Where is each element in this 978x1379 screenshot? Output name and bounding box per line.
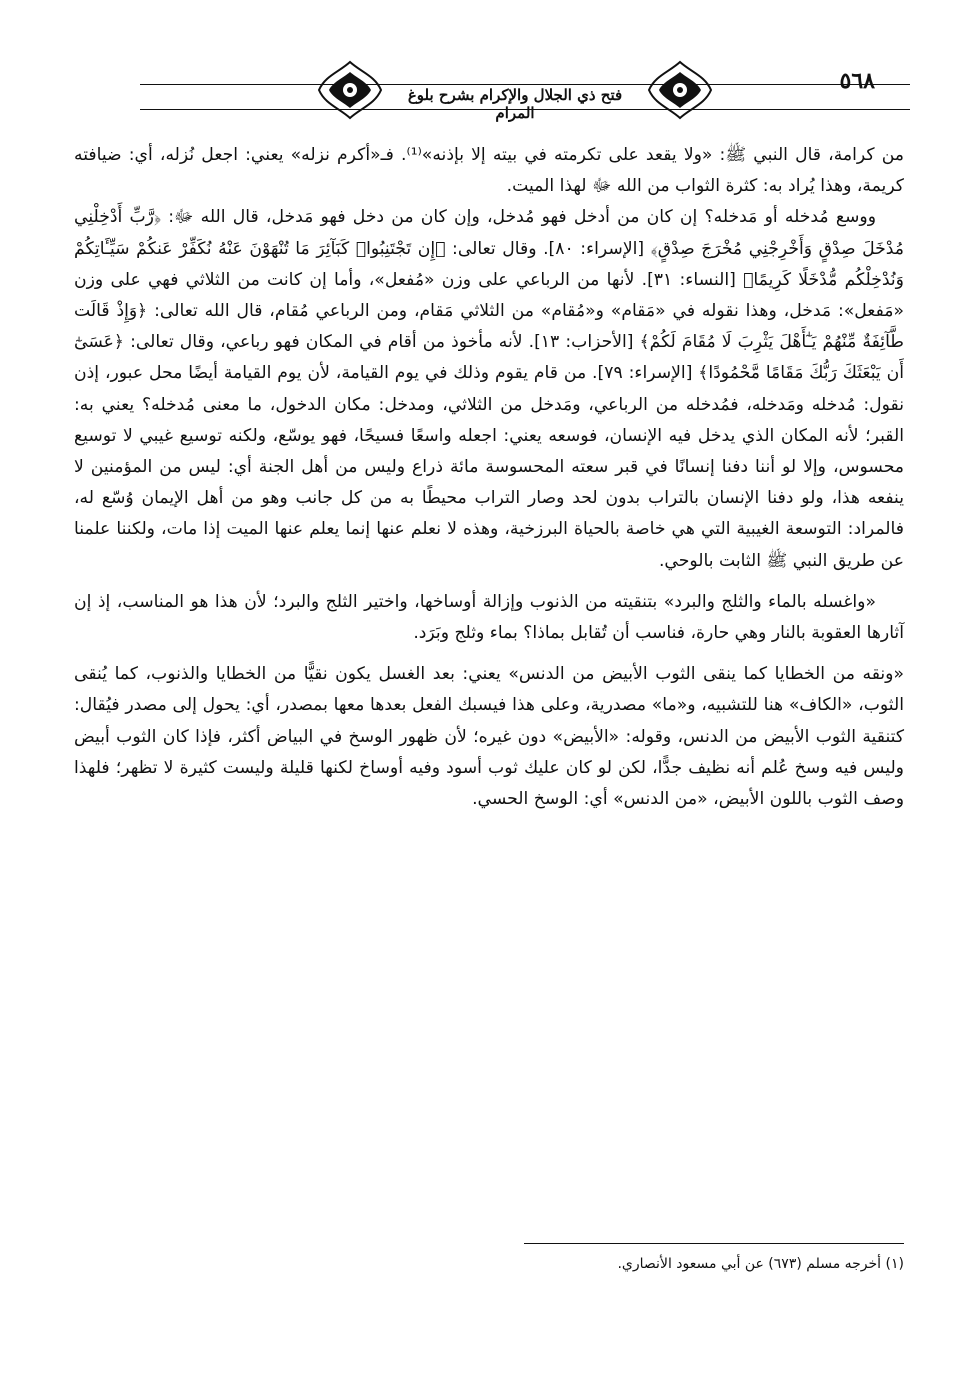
- main-text: [74, 140, 904, 815]
- footnote-divider: [524, 1243, 904, 1244]
- page-number: ٥٦٨: [839, 68, 875, 94]
- paragraph: من كرامة، قال النبي ﷺ: «ولا يقعد على تكرمته في بيته إلا بإذنه»⁽¹⁾. فـ«أكرم نزله» يعني: اجعل نُزله، أي: ضيافته كريمة، وهذا يُراد به: كثرة الثواب من الله ﷻ لهذا الميت.: [74, 145, 904, 197]
- floral-ornament-icon: [315, 58, 385, 122]
- running-title: فتح ذي الجلال والإكرام بشرح بلوغ المرام: [407, 86, 623, 122]
- paragraph: «ونقه من الخطايا كما ينقى الثوب الأبيض من الدنس» يعني: بعد الغسل يكون نقيًّا من الخطايا والذنوب، كما يُنقى الثوب، «الكاف» هنا للتشبيه، و«ما» مصدرية، وعلى هذا فيسبك الفعل بعدها معها بمصدر، أي: يحول إلى مصدر فيُقال: كتنقية الثوب الأبيض من الدنس، وقوله: «الأبيض» دون غيره؛ لأن ظهور الوسخ في البياض أكثر، فإذا كان الثوب أبيض وليس فيه وسخ عُلم أنه نظيف جدًّا، لكن لو كان عليك ثوب أسود وفيه أوساخ لكنها قليلة وليست كثيرة لا تظهر؛ فلهذا وصف الثوب باللون الأبيض، «من الدنس» أي: الوسخ الحسي.: [74, 664, 904, 810]
- header-rule-top: [140, 84, 910, 85]
- paragraph: ووسع مُدخله أو مَدخله؟ إن كان من أدخل فهو مُدخل، وإن كان من دخل فهو مَدخل، قال الله ﷻ: ﴿رَّبِّ أَدْخِلْنِي مُدْخَلَ صِدْقٍ وَأَخْرِجْنِي مُخْرَجَ صِدْقٍ﴾ [الإسراء: ٨٠]. وقال تعالى: ﴿إِن تَجْتَنِبُوا۟ كَبَآئِرَ مَا تُنْهَوْنَ عَنْهُ نُكَفِّرْ عَنكُمْ سَيِّـَٔاتِكُمْ وَنُدْخِلْكُم مُّدْخَلًا كَرِيمًا﴾ [النساء: ٣١]. لأنها من الرباعي على وزن «مُفعل»، وأما إن كانت من الثلاثي فهي على وزن «مَفعل»: مَدخل، وهذا نقوله في «مَقام» و«مُقام» من الثلاثي مَقام، ومن الرباعي مُقام، قال الله تعالى: ﴿وَإِذْ قَالَت طَّآئِفَةٌ مِّنْهُمْ يَـٰٓأَهْلَ يَثْرِبَ لَا مُقَامَ لَكُمْ﴾ [الأحزاب: ١٣]. لأنه مأخوذ من أقام في المكان فهو رباعي، وقال تعالى: ﴿عَسَىٰٓ أَن يَبْعَثَكَ رَبُّكَ مَقَامًا مَّحْمُودًا﴾ [الإسراء: ٧٩]. من قام يقوم وذلك في يوم القيامة، لأن يوم القيامة أيضًا محل عبور، إذن نقول: مُدخله ومَدخله، فمُدخله من الرباعي، ومَدخل من الثلاثي، ومدخل: مكان الدخول، ما معنى مُدخله؟ يعني به: القبر؛ لأنه المكان الذي يدخل فيه الإنسان، فوسعه يعني: اجعله واسعًا فسيحًا، فهو يوسّع، ولكنه توسيع غيبي لا توسيع محسوس، وإلا لو أننا دفنا إنسانًا في قبر سعته المحسوسة مائة ذراع وليس من أهل الجنة أي: ليس من المؤمنين لا ينفعه هذا، ولو دفنا الإنسان بالتراب بدون لحد وصار التراب محيطًا به من كل جانب وهو من أهل الإيمان وُسّع له، فالمراد: التوسعة الغيبية التي هي خاصة بالحياة البرزخية، وهذه لا نعلم عنها إنما يعلم عنها الميت إذا مات، ولكننا علمنا عن طريق النبي ﷺ الثابت بالوحي.: [74, 207, 904, 571]
- page-header: [140, 56, 910, 126]
- paragraph: «واغسله بالماء والثلج والبرد» بتنقيته من الذنوب وإزالة أوساخها، واختير الثلج والبرد؛ لأن هذا هو المناسب، إذ إن آثارها العقوبة بالنار وهي حارة، فناسب أن تُقابل بماذا؟ بماء وثلج وبَرَد.: [74, 591, 904, 644]
- floral-ornament-icon: [645, 58, 715, 122]
- footnote: (١) أخرجه مسلم (٦٧٣) عن أبي مسعود الأنصاري.: [617, 1256, 904, 1272]
